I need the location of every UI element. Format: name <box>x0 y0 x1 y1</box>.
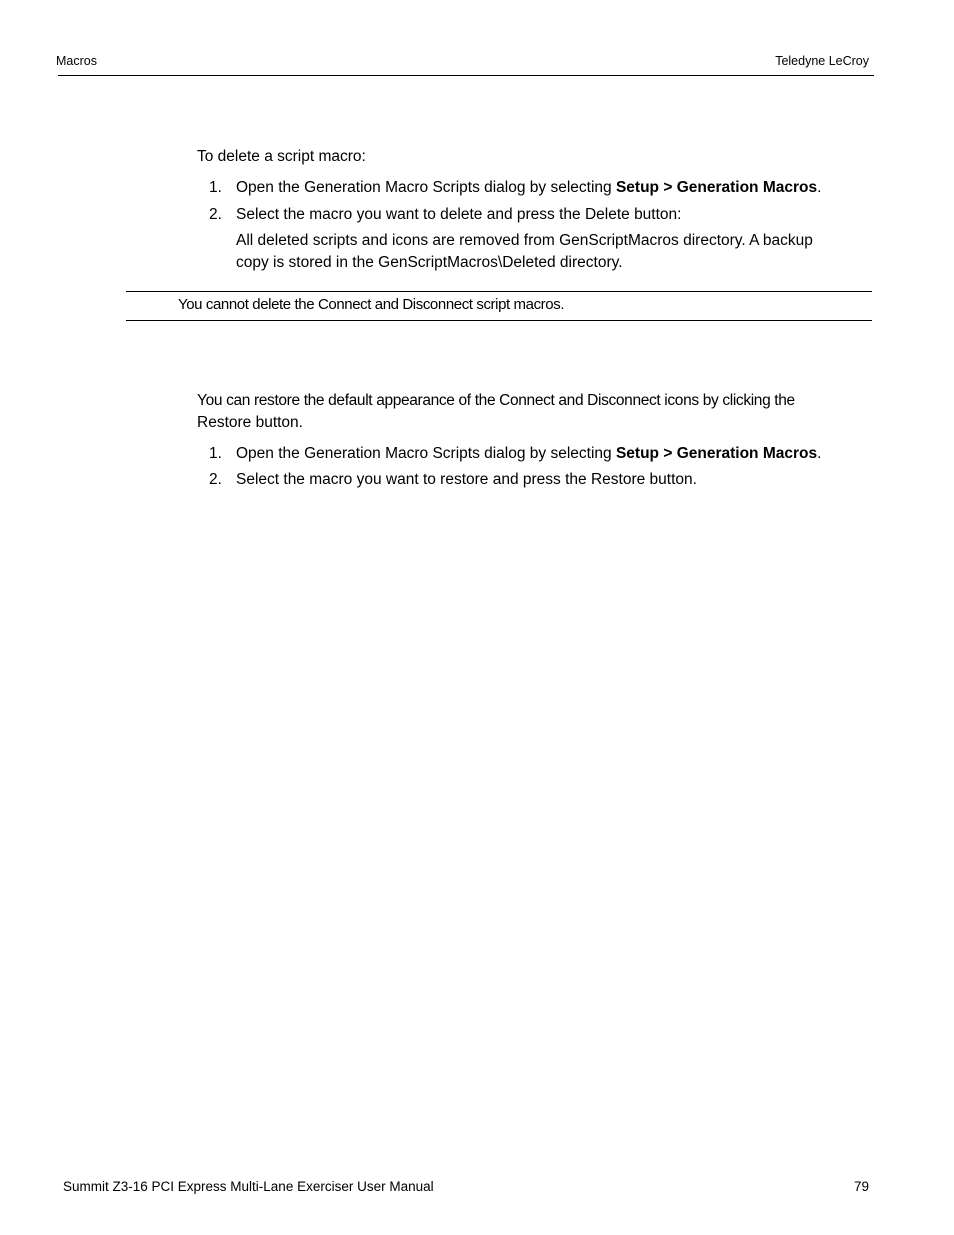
note-bottom-divider <box>126 320 872 321</box>
step-number: 1. <box>209 445 222 462</box>
note-text: You cannot delete the Connect and Disconnect script macros. <box>178 296 565 313</box>
footer-manual-title: Summit Z3-16 PCI Express Multi-Lane Exerciser User Manual <box>63 1179 434 1194</box>
delete-detail-line-2: copy is stored in the GenScriptMacros\Deleted directory. <box>236 254 623 271</box>
note-top-divider <box>126 291 872 292</box>
delete-intro: To delete a script macro: <box>197 148 366 165</box>
restore-intro-line-2: Restore button. <box>197 414 303 431</box>
step-text: Open the Generation Macro Scripts dialog by selecting Setup > Generation Macros. <box>236 179 822 196</box>
header-company-name: Teledyne LeCroy <box>775 54 869 68</box>
footer-page-number: 79 <box>853 1179 869 1194</box>
menu-path: Setup > Generation Macros <box>615 445 818 462</box>
menu-path: Setup > Generation Macros <box>615 179 818 196</box>
delete-detail-line-1: All deleted scripts and icons are removed from GenScriptMacros directory. A backup <box>236 232 813 249</box>
step-text: Select the macro you want to delete and press the Delete button: <box>236 206 682 223</box>
step-text: Open the Generation Macro Scripts dialog by selecting Setup > Generation Macros. <box>236 445 822 462</box>
step-number: 2. <box>209 471 222 488</box>
header-divider <box>58 75 874 76</box>
step-number: 1. <box>209 179 222 196</box>
step-text: Select the macro you want to restore and press the Restore button. <box>236 471 697 488</box>
restore-intro-line-1: You can restore the default appearance of the Connect and Disconnect icons by clicking the <box>197 392 795 409</box>
step-number: 2. <box>209 206 222 223</box>
header-section-title: Macros <box>56 54 97 68</box>
